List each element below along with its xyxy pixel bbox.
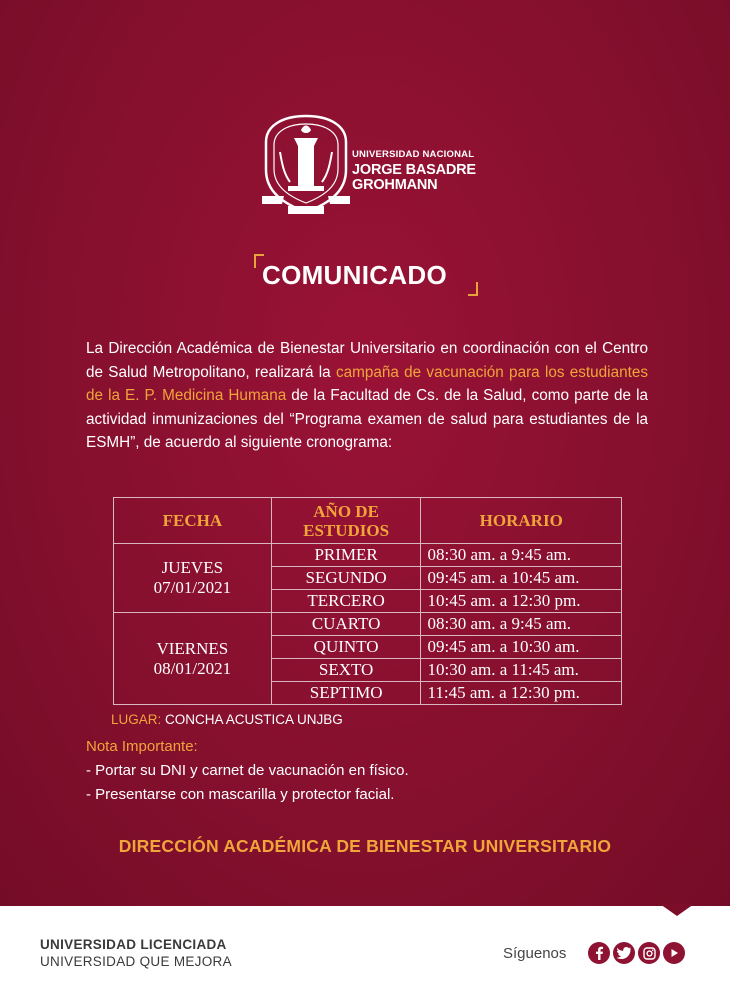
table-row	[114, 613, 622, 636]
brand-line-1: UNIVERSIDAD NACIONAL	[352, 149, 475, 160]
time-cell: 09:45 am. a 10:45 am.	[421, 567, 622, 590]
date-cell	[114, 544, 272, 613]
signature-title: DIRECCIÓN ACADÉMICA DE BIENESTAR UNIVERSITARIO	[118, 836, 612, 856]
year-cell: PRIMER	[271, 544, 421, 567]
year-cell: QUINTO	[271, 636, 421, 659]
header-horario: HORARIO	[421, 498, 622, 544]
social-links	[588, 942, 685, 964]
date-day: JUEVES	[161, 558, 224, 577]
location-line	[111, 712, 343, 727]
time-cell: 11:45 am. a 12:30 pm.	[421, 682, 622, 705]
date-day: VIERNES	[156, 638, 229, 658]
header-anio: AÑO DE ESTUDIOS	[271, 498, 421, 544]
body-text-1: La Dirección Académica de Bienestar Universitario en coordinación con el Centro de Salud Metropolitano, realizará la	[86, 340, 648, 381]
year-cell: CUARTO	[271, 613, 421, 636]
university-name	[352, 150, 476, 193]
title-block	[254, 254, 478, 296]
header-fecha: FECHA	[114, 498, 272, 544]
announcement-body	[86, 337, 648, 455]
location-label: LUGAR:	[111, 712, 162, 727]
follow-label: Síguenos	[503, 945, 567, 962]
body-highlight: campaña de vacunación para los estudiantes de la E. P. Medicina Humana	[86, 363, 648, 405]
time-cell: 09:45 am. a 10:30 am.	[421, 636, 622, 659]
time-cell: 10:45 am. a 12:30 pm.	[421, 590, 622, 613]
footer-licensed: UNIVERSIDAD LICENCIADA	[40, 937, 227, 952]
divider-notch	[660, 904, 694, 916]
note-item: - Portar su DNI y carnet de vacunación en físico.	[86, 762, 409, 779]
time-cell: 08:30 am. a 9:45 am.	[421, 613, 622, 636]
date-value: 07/01/2021	[153, 578, 232, 597]
bracket-bottom-right	[468, 282, 478, 296]
date-cell	[114, 613, 272, 705]
page-title: COMUNICADO	[262, 260, 447, 290]
brand-line-3: GROHMANN	[352, 177, 438, 193]
facebook-icon[interactable]	[588, 942, 610, 964]
instagram-icon[interactable]	[638, 942, 660, 964]
university-seal-icon	[258, 112, 354, 216]
year-cell: TERCERO	[271, 590, 421, 613]
year-cell: SEXTO	[271, 659, 421, 682]
table-header-row	[114, 498, 622, 544]
schedule-table	[113, 497, 622, 705]
twitter-icon[interactable]	[613, 942, 635, 964]
note-item: - Presentarse con mascarilla y protector facial.	[86, 786, 395, 803]
time-cell: 10:30 am. a 11:45 am.	[421, 659, 622, 682]
body-text-2: de la Facultad de Cs. de la Salud, como parte de la actividad inmunizaciones del “Programa examen de salud para estudiantes de la ESMH”, de acuerdo al siguiente cronograma:	[86, 387, 648, 452]
brand-line-2: JORGE BASADRE	[352, 161, 476, 178]
note-title: Nota Importante:	[86, 738, 198, 755]
time-cell: 08:30 am. a 9:45 am.	[421, 544, 622, 567]
youtube-icon[interactable]	[663, 942, 685, 964]
location-value: CONCHA ACUSTICA UNJBG	[165, 712, 343, 727]
date-value: 08/01/2021	[153, 658, 232, 678]
year-cell: SEGUNDO	[271, 567, 421, 590]
footer-slogan: UNIVERSIDAD QUE MEJORA	[40, 954, 232, 969]
table-row	[114, 544, 622, 567]
year-cell: SEPTIMO	[271, 682, 421, 705]
